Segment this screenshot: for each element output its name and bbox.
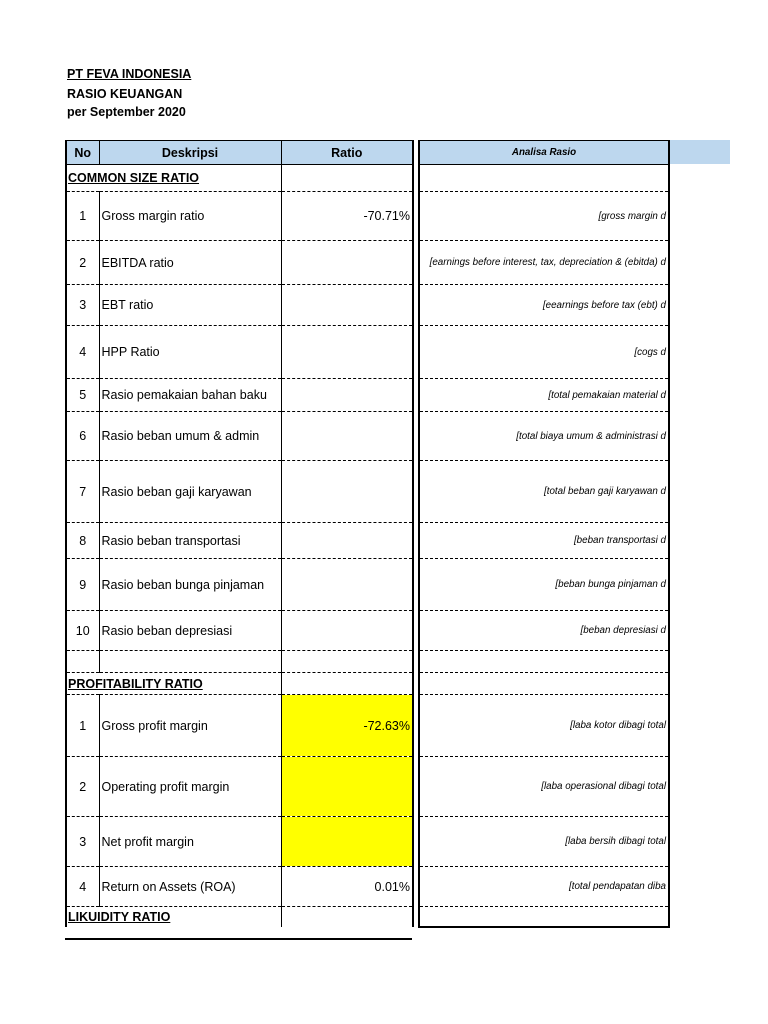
table-row: [66, 559, 413, 611]
row-no: 8: [66, 523, 99, 559]
row-no: 5: [66, 379, 99, 412]
row-analysis: [cogs d: [419, 326, 669, 379]
row-no: 2: [66, 241, 99, 285]
table-row: [66, 285, 413, 326]
col-header-description: Deskripsi: [99, 141, 281, 165]
table-row: [66, 611, 413, 651]
table-row: [419, 285, 669, 326]
row-no: 1: [66, 192, 99, 241]
row-no: 9: [66, 559, 99, 611]
table-row: [419, 379, 669, 412]
spacer-row: [66, 651, 413, 673]
row-no: 3: [66, 285, 99, 326]
table-row: [419, 192, 669, 241]
row-ratio: [281, 611, 413, 651]
table-row: [419, 523, 669, 559]
section-title-profitability: PROFITABILITY RATIO: [66, 673, 281, 695]
table-row: [419, 461, 669, 523]
row-analysis: [beban bunga pinjaman d: [419, 559, 669, 611]
table-row: [419, 326, 669, 379]
row-description: Rasio beban bunga pinjaman: [99, 559, 281, 611]
table-row: [419, 817, 669, 867]
section-ratio-cell: [281, 673, 413, 695]
header-fill-extension: [668, 140, 730, 164]
row-description: Operating profit margin: [99, 757, 281, 817]
row-analysis: [total pemakaian material d: [419, 379, 669, 412]
row-description: Return on Assets (ROA): [99, 867, 281, 907]
table-row: [66, 461, 413, 523]
section-title-common-size: COMMON SIZE RATIO: [66, 165, 281, 192]
table-row: [66, 695, 413, 757]
section-row: [66, 907, 413, 927]
section-ratio-cell: [281, 907, 413, 927]
section-title-likuidity: LIKUIDITY RATIO: [66, 907, 281, 927]
row-no: 4: [66, 867, 99, 907]
row-analysis: [eearnings before tax (ebt) d: [419, 285, 669, 326]
table-row: [419, 559, 669, 611]
table-row: [66, 241, 413, 285]
row-ratio: [281, 241, 413, 285]
row-ratio: [281, 326, 413, 379]
table-row: [419, 757, 669, 817]
row-no: 1: [66, 695, 99, 757]
table-header-row: [419, 141, 669, 165]
table-row: [419, 241, 669, 285]
row-description: Net profit margin: [99, 817, 281, 867]
row-description: Rasio beban depresiasi: [99, 611, 281, 651]
table-row: [66, 326, 413, 379]
company-name: PT FEVA INDONESIA: [67, 67, 192, 81]
row-ratio-highlighted: [281, 757, 413, 817]
col-header-no: No: [66, 141, 99, 165]
row-ratio: [281, 559, 413, 611]
table-row: [419, 412, 669, 461]
section-row: [66, 673, 413, 695]
row-description: Rasio beban gaji karyawan: [99, 461, 281, 523]
row-no: 7: [66, 461, 99, 523]
table-header-row: [66, 141, 413, 165]
table-row: [66, 379, 413, 412]
row-analysis: [total beban gaji karyawan d: [419, 461, 669, 523]
row-ratio: [281, 412, 413, 461]
report-period: per September 2020: [67, 105, 186, 119]
table-row: [66, 192, 413, 241]
row-description: EBT ratio: [99, 285, 281, 326]
row-description: Rasio pemakaian bahan baku: [99, 379, 281, 412]
section-row: [419, 165, 669, 192]
section-ratio-cell: [281, 165, 413, 192]
row-analysis: [laba kotor dibagi total: [419, 695, 669, 757]
row-description: Rasio beban transportasi: [99, 523, 281, 559]
report-title: RASIO KEUANGAN: [67, 87, 183, 101]
row-analysis: [beban depresiasi d: [419, 611, 669, 651]
row-analysis: [gross margin d: [419, 192, 669, 241]
row-ratio-highlighted: [281, 817, 413, 867]
col-header-analysis: Analisa Rasio: [419, 141, 669, 165]
row-ratio: -70.71%: [281, 192, 413, 241]
row-description: Rasio beban umum & admin: [99, 412, 281, 461]
table-row: [419, 867, 669, 907]
table-row: [66, 757, 413, 817]
row-analysis: [laba operasional dibagi total: [419, 757, 669, 817]
row-analysis: [beban transportasi d: [419, 523, 669, 559]
section-row: [419, 673, 669, 695]
row-ratio-highlighted: -72.63%: [281, 695, 413, 757]
table-bottom-border: [65, 938, 412, 940]
row-ratio: [281, 523, 413, 559]
table-row: [66, 412, 413, 461]
ratio-table: [65, 140, 414, 927]
row-ratio: [281, 285, 413, 326]
row-description: EBITDA ratio: [99, 241, 281, 285]
section-row: [66, 165, 413, 192]
section-row: [419, 907, 669, 927]
row-description: Gross margin ratio: [99, 192, 281, 241]
row-no: 2: [66, 757, 99, 817]
table-row: [419, 611, 669, 651]
row-ratio: [281, 461, 413, 523]
row-no: 10: [66, 611, 99, 651]
row-description: Gross profit margin: [99, 695, 281, 757]
row-analysis: [total biaya umum & administrasi d: [419, 412, 669, 461]
row-analysis: [total pendapatan diba: [419, 867, 669, 907]
row-ratio: [281, 379, 413, 412]
col-header-ratio: Ratio: [281, 141, 413, 165]
row-ratio: 0.01%: [281, 867, 413, 907]
analysis-table: [418, 140, 670, 928]
row-no: 4: [66, 326, 99, 379]
table-row: [419, 695, 669, 757]
row-no: 6: [66, 412, 99, 461]
table-row: [66, 817, 413, 867]
row-analysis: [laba bersih dibagi total: [419, 817, 669, 867]
table-row: [66, 523, 413, 559]
spacer-row: [419, 651, 669, 673]
row-no: 3: [66, 817, 99, 867]
row-description: HPP Ratio: [99, 326, 281, 379]
row-analysis: [earnings before interest, tax, depreciation & (ebitda) d: [419, 241, 669, 285]
table-row: [66, 867, 413, 907]
